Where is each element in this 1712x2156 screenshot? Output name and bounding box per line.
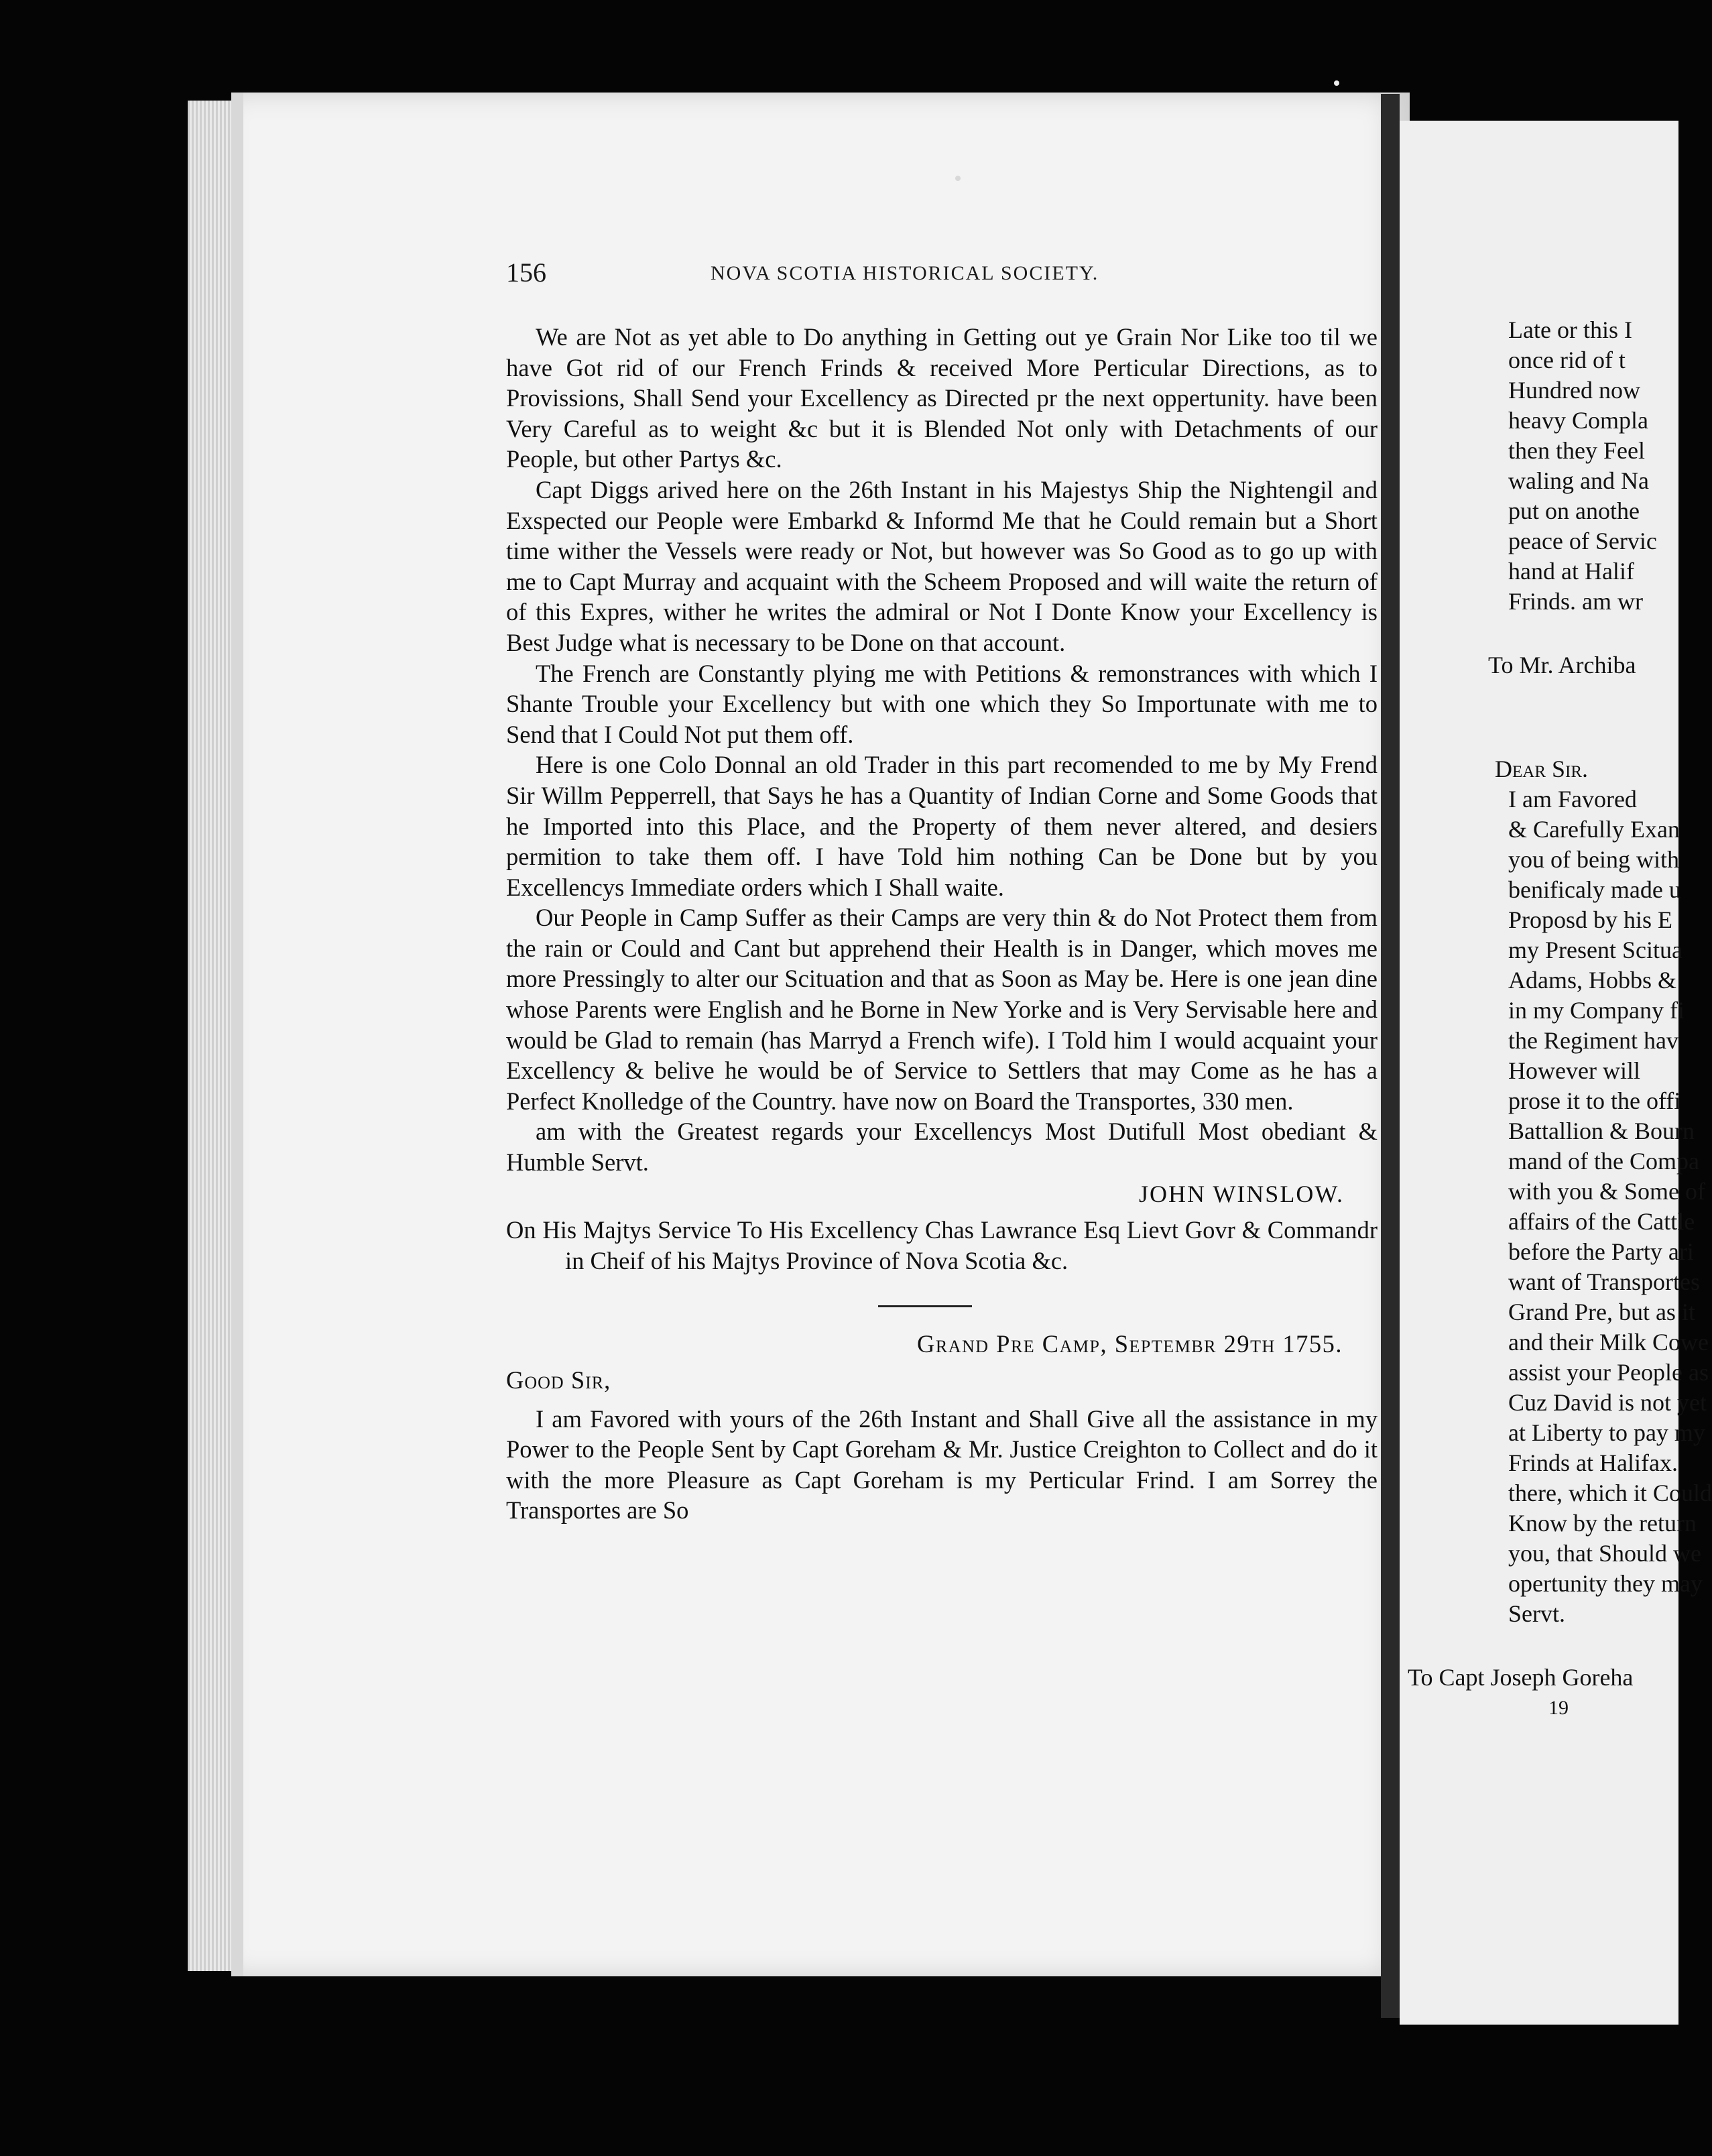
salutation: Dear Sir. <box>1495 756 1589 782</box>
right-page-text <box>1408 315 1712 1723</box>
text-line: mand of the Compa <box>1508 1148 1699 1175</box>
text-line: before the Party ari <box>1508 1238 1694 1265</box>
paragraph: am with the Greatest regards your Excellencys Most Dutifull Most obediant & Humble Servt. <box>506 1118 1378 1177</box>
text-line: Cuz David is not yet <box>1508 1389 1707 1416</box>
text-line: assist your People as <box>1508 1359 1709 1386</box>
text-line: Frinds. am wr <box>1508 588 1643 615</box>
text-line: Frinds at Halifax. <box>1508 1449 1678 1476</box>
text-line: you of being with <box>1508 846 1679 873</box>
text-line: want of Transportes <box>1508 1268 1700 1295</box>
text-line: once rid of t <box>1508 347 1626 373</box>
text-line: hand at Halif <box>1508 558 1634 585</box>
book-gutter <box>1381 94 1400 2018</box>
text-line: affairs of the Cattle <box>1508 1208 1695 1235</box>
paragraph: Here is one Colo Donnal an old Trader in this part recomended to me by My Frend Sir Willm Pepperrell, that Says he has a Quantity of Indian Corne and Some Goods that he Imported into this Place, and the Property of them never altered, and desiers permition to take them off. I have Told him nothing Can be Done but by you Excellencys Immediate orders which I Shall waite. <box>506 751 1378 901</box>
text-line: Know by the return <box>1508 1510 1697 1537</box>
dateline: Grand Pre Camp, Septembr 29th 1755. <box>917 1330 1343 1358</box>
text-line: you, that Should we <box>1508 1540 1701 1567</box>
paragraph: I am Favored with yours of the 26th Instant and Shall Give all the assistance in my Power to the People Sent by Capt Goreham & Mr. Justice Creighton to Collect and do it with the more Pleasure as Capt Goreham is my Perticular Frind. I am Sorrey the Transportes are So <box>506 1404 1378 1524</box>
text-line: prose it to the offi <box>1508 1087 1681 1114</box>
paragraph: Capt Diggs arived here on the 26th Instant in his Majestys Ship the Nightengil and Exspected our People were Embarkd & Informd Me that he Could remain but a Short time wither the Vessels were ready or Not, but however was So Good as to go up with me to Capt Murray and acquaint with the Scheem Proposed and will waite the return of of this Expres, wither he writes the admiral or Not I Donte Know your Excellency is Best Judge what is necessary to be Done on that account. <box>506 475 1378 656</box>
text-line: Hundred now <box>1508 377 1640 404</box>
address-block: On His Majtys Service To His Excellency Chas Lawrance Esq Lievt Govr & Commandr in Cheif of his Majtys Province of Nova Scotia &c. <box>506 1216 1378 1274</box>
text-line: & Carefully Exan <box>1508 816 1680 843</box>
running-head: NOVA SCOTIA HISTORICAL SOCIETY. <box>711 262 1099 284</box>
address-line: To Capt Joseph Goreha <box>1408 1664 1634 1691</box>
text-line: Proposd by his E <box>1508 906 1673 933</box>
text-line: I am Favored <box>1508 786 1637 813</box>
section-divider <box>878 1305 972 1307</box>
book-page-edges <box>188 101 235 1971</box>
page-header <box>506 257 1391 290</box>
text-line: benificaly made u <box>1508 876 1681 903</box>
address-line: To Mr. Archiba <box>1488 652 1636 678</box>
text-line: with you & Some of <box>1508 1178 1705 1205</box>
text-line: waling and Na <box>1508 467 1649 494</box>
text-line: opertunity they may <box>1508 1570 1703 1597</box>
paper-speck <box>955 176 961 181</box>
text-line: Adams, Hobbs & <box>1508 967 1676 994</box>
text-line: and their Milk Cowe <box>1508 1329 1709 1356</box>
paragraph: Our People in Camp Suffer as their Camps are very thin & do Not Protect them from the rain or Could and Cant but apprehend their Health is in Danger, which moves me more Pressingly to alter our Scituation and that as Soon as May be. Here is one jean dine whose Parents were English and he Borne in New Yorke and is Very Servisable here and would be Glad to remain (has Marryd a French wife). I Told him I would acquaint your Excellency & belive he would be of Service to Settlers that may Come as he has a Perfect Knolledge of the Country. have now on Board the Transportes, 330 men. <box>506 904 1378 1115</box>
salutation: Good Sir, <box>506 1366 611 1394</box>
left-page-text <box>506 322 1378 1526</box>
paper-speck <box>1334 80 1339 86</box>
text-line: then they Feel <box>1508 437 1645 464</box>
text-line: my Present Scitua <box>1508 937 1683 963</box>
text-line: Servt. <box>1508 1600 1565 1627</box>
text-line: peace of Servic <box>1508 528 1657 554</box>
text-line: Grand Pre, but as it <box>1508 1299 1695 1325</box>
text-line: at Liberty to pay my <box>1508 1419 1705 1446</box>
text-line: Battallion & Bourn <box>1508 1118 1695 1144</box>
page-number: 156 <box>506 257 546 288</box>
text-line: heavy Compla <box>1508 407 1648 434</box>
text-line: put on anothe <box>1508 497 1640 524</box>
text-line: there, which it Could <box>1508 1480 1712 1506</box>
text-line: in my Company fi <box>1508 997 1685 1024</box>
paragraph: The French are Constantly plying me with Petitions & remonstrances with which I Shante Trouble your Excellency but with one which they So Importunate with me to Send that I Could Not put them off. <box>506 659 1378 748</box>
text-line: However will <box>1508 1057 1640 1084</box>
signature: JOHN WINSLOW. <box>1138 1180 1344 1207</box>
text-line: the Regiment hav <box>1508 1027 1678 1054</box>
text-line: Late or this I <box>1508 316 1632 343</box>
paragraph: We are Not as yet able to Do anything in Getting out ye Grain Nor Like too til we have Got rid of our French Frinds & received More Perticular Directions, as to Provissions, Shall Send your Excellency as Directed pr the next oppertunity. have been Very Careful as to weight &c but it is Blended Not only with Detachments of our People, but other Partys &c. <box>506 323 1378 473</box>
footer-mark: 19 <box>1548 1697 1569 1719</box>
